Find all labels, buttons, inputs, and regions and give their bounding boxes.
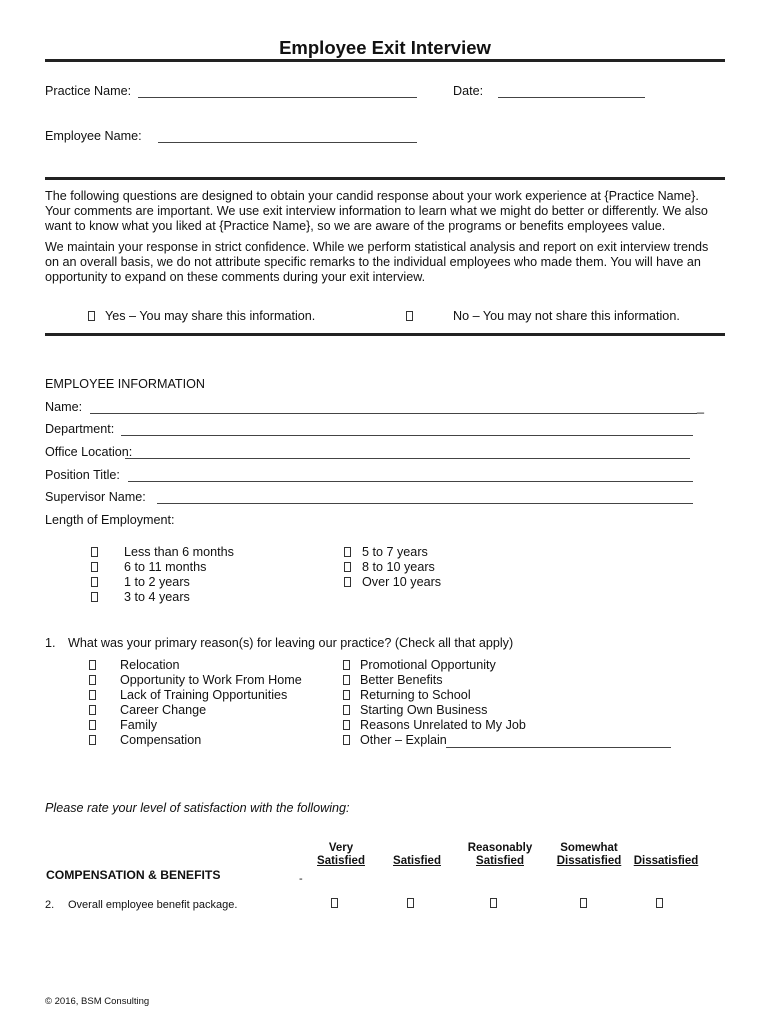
position-title-label: Position Title: <box>45 468 120 482</box>
length-option[interactable]: 8 to 10 years <box>344 560 544 575</box>
checkbox[interactable] <box>343 720 350 730</box>
rating-very-satisfied-checkbox[interactable] <box>331 898 338 908</box>
question-1-text: What was your primary reason(s) for leaving our practice? (Check all that apply) <box>68 636 514 650</box>
practice-name-field[interactable] <box>138 97 417 98</box>
info-name-field[interactable] <box>90 413 697 414</box>
checkbox[interactable] <box>89 735 96 745</box>
rating-col-somewhat-dissatisfied: Somewhat Dissatisfied <box>556 842 622 867</box>
intro-paragraph-2: We maintain your response in strict confidence. While we perform statistical analysis and report on exit interview trends on an overall basis, we do not attribute specific remarks to the individual employees who made them. You will have an opportunity to expand on these comments during your exit interview. <box>45 240 709 284</box>
supervisor-name-field[interactable] <box>157 503 693 504</box>
checkbox[interactable] <box>343 660 350 670</box>
question-1-number: 1. <box>45 636 56 650</box>
checkbox[interactable] <box>91 547 98 557</box>
position-title-field[interactable] <box>128 481 693 482</box>
share-yes-label: Yes – You may share this information. <box>105 309 316 323</box>
reason-option[interactable]: Compensation <box>89 733 329 748</box>
share-yes-checkbox[interactable] <box>88 311 95 321</box>
length-options-right <box>344 545 544 590</box>
rating-satisfied-checkbox[interactable] <box>407 898 414 908</box>
reason-option[interactable]: Family <box>89 718 329 733</box>
length-options-left <box>91 545 311 605</box>
other-explain-field[interactable] <box>446 747 671 748</box>
checkbox[interactable] <box>89 705 96 715</box>
intro-text <box>45 189 717 285</box>
page-title: Employee Exit Interview <box>279 37 491 58</box>
reason-option[interactable]: Other – Explain <box>343 733 683 748</box>
reason-option[interactable]: Promotional Opportunity <box>343 658 683 673</box>
reason-option[interactable]: Reasons Unrelated to My Job <box>343 718 683 733</box>
employee-name-field[interactable] <box>158 142 417 143</box>
title-divider <box>45 59 725 62</box>
reason-options-right <box>343 658 683 748</box>
reason-option[interactable]: Better Benefits <box>343 673 683 688</box>
reason-option[interactable]: Starting Own Business <box>343 703 683 718</box>
reason-option[interactable]: Opportunity to Work From Home <box>89 673 329 688</box>
share-bottom-divider <box>45 333 725 336</box>
checkbox[interactable] <box>343 705 350 715</box>
compensation-benefits-heading: COMPENSATION & BENEFITS <box>46 868 221 882</box>
intro-paragraph-1: The following questions are designed to obtain your candid response about your work experience at {Practice Name}. Your comments are important. We use exit interview information to learn what we might do better or differently. We also want to know what you liked at {Practice Name}, so we are aware of the programs or benefits employees value. <box>45 189 708 233</box>
checkbox[interactable] <box>91 577 98 587</box>
checkbox[interactable] <box>89 675 96 685</box>
info-name-label: Name: <box>45 400 83 414</box>
rating-instruction: Please rate your level of satisfaction with the following: <box>45 801 350 815</box>
reason-option[interactable]: Returning to School <box>343 688 683 703</box>
rating-col-reasonably-satisfied: Reasonably Satisfied <box>467 842 533 867</box>
reason-option[interactable]: Relocation <box>89 658 329 673</box>
footer-copyright: © 2016, BSM Consulting <box>45 996 150 1007</box>
office-location-label: Office Location: <box>45 445 133 459</box>
section-mark: - <box>299 873 303 885</box>
checkbox[interactable] <box>91 592 98 602</box>
checkbox[interactable] <box>344 547 351 557</box>
length-option[interactable]: Less than 6 months <box>91 545 311 560</box>
checkbox[interactable] <box>343 735 350 745</box>
date-field[interactable] <box>498 97 645 98</box>
length-option[interactable]: 3 to 4 years <box>91 590 311 605</box>
checkbox[interactable] <box>89 690 96 700</box>
employee-info-heading: EMPLOYEE INFORMATION <box>45 377 206 391</box>
checkbox[interactable] <box>89 720 96 730</box>
date-label: Date: <box>453 84 484 98</box>
rating-dissatisfied-checkbox[interactable] <box>656 898 663 908</box>
checkbox[interactable] <box>343 690 350 700</box>
share-no-label: No – You may not share this information. <box>453 309 680 323</box>
rating-col-dissatisfied: Dissatisfied <box>633 855 699 867</box>
question-2-number: 2. <box>45 899 55 911</box>
rating-col-very-satisfied: Very Satisfied <box>317 842 365 867</box>
supervisor-name-label: Supervisor Name: <box>45 490 146 504</box>
checkbox[interactable] <box>89 660 96 670</box>
department-field[interactable] <box>121 435 693 436</box>
length-option[interactable]: Over 10 years <box>344 575 544 590</box>
length-of-employment-label: Length of Employment: <box>45 513 175 527</box>
reason-options-left <box>89 658 329 748</box>
employee-name-label: Employee Name: <box>45 129 142 143</box>
share-no-checkbox[interactable] <box>406 311 413 321</box>
rating-somewhat-dissatisfied-checkbox[interactable] <box>580 898 587 908</box>
department-label: Department: <box>45 422 115 436</box>
info-name-trail: _ <box>697 400 705 414</box>
question-2-text: Overall employee benefit package. <box>68 899 238 911</box>
rating-col-satisfied: Satisfied <box>393 855 441 867</box>
reason-option[interactable]: Lack of Training Opportunities <box>89 688 329 703</box>
checkbox[interactable] <box>344 562 351 572</box>
length-option[interactable]: 1 to 2 years <box>91 575 311 590</box>
length-option[interactable]: 5 to 7 years <box>344 545 544 560</box>
rating-reasonably-satisfied-checkbox[interactable] <box>490 898 497 908</box>
office-location-field[interactable] <box>125 458 690 459</box>
checkbox[interactable] <box>343 675 350 685</box>
practice-name-label: Practice Name: <box>45 84 132 98</box>
intro-top-divider <box>45 177 725 180</box>
checkbox[interactable] <box>91 562 98 572</box>
reason-option[interactable]: Career Change <box>89 703 329 718</box>
checkbox[interactable] <box>344 577 351 587</box>
length-option[interactable]: 6 to 11 months <box>91 560 311 575</box>
